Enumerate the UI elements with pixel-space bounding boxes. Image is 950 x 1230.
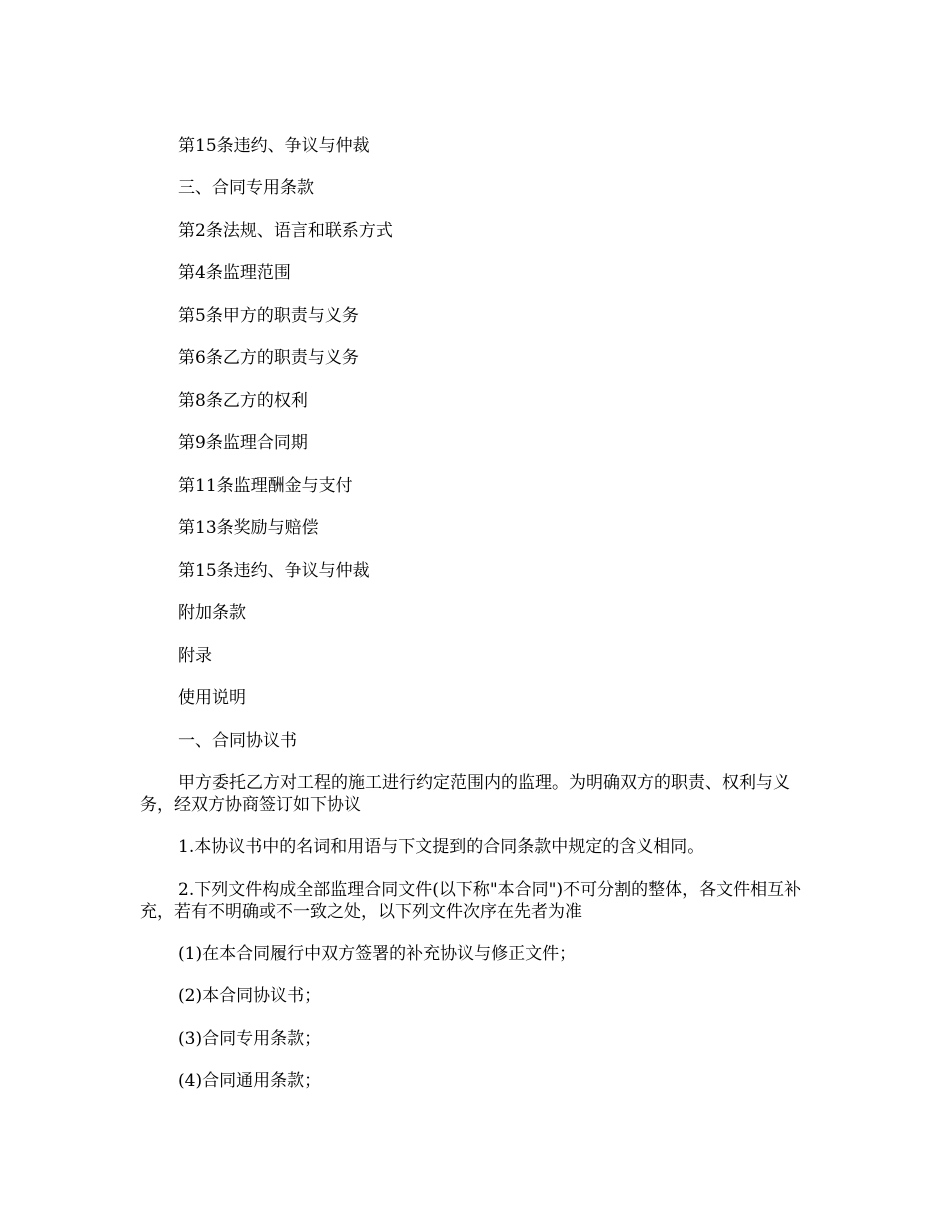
clause-paragraph: 2.下列文件构成全部监理合同文件(以下称"本合同")不可分割的整体，各文件相互补充，若有不明确或不一致之处，以下列文件次序在先者为准 (140, 880, 802, 922)
section-heading: 三、合同专用条款 (178, 178, 314, 198)
toc-item: 第5条甲方的职责与义务 (178, 306, 359, 326)
list-item: (3)合同专用条款； (178, 1029, 322, 1049)
toc-item: 附加条款 (178, 603, 246, 623)
toc-item: 第11条监理酬金与支付 (178, 476, 353, 496)
toc-item: 第6条乙方的职责与义务 (178, 348, 359, 368)
list-item: (2)本合同协议书； (178, 986, 322, 1006)
list-item: (4)合同通用条款； (178, 1071, 322, 1091)
toc-item: 第4条监理范围 (178, 263, 291, 283)
toc-item: 第8条乙方的权利 (178, 391, 308, 411)
toc-item: 第2条法规、语言和联系方式 (178, 221, 393, 241)
toc-item: 第9条监理合同期 (178, 433, 308, 453)
clause-paragraph: 1.本协议书中的名词和用语与下文提到的合同条款中规定的含义相同。 (178, 837, 705, 857)
toc-item: 附录 (178, 646, 212, 666)
intro-paragraph: 甲方委托乙方对工程的施工进行约定范围内的监理。为明确双方的职责、权利与义务，经双方协商签订如下协议 (140, 773, 790, 815)
section-heading: 一、合同协议书 (178, 731, 297, 751)
toc-item: 第13条奖励与赔偿 (178, 518, 319, 538)
toc-item: 第15条违约、争议与仲裁 (178, 136, 370, 156)
toc-item: 使用说明 (178, 688, 246, 708)
toc-item: 第15条违约、争议与仲裁 (178, 561, 370, 581)
list-item: (1)在本合同履行中双方签署的补充协议与修正文件； (178, 944, 577, 964)
